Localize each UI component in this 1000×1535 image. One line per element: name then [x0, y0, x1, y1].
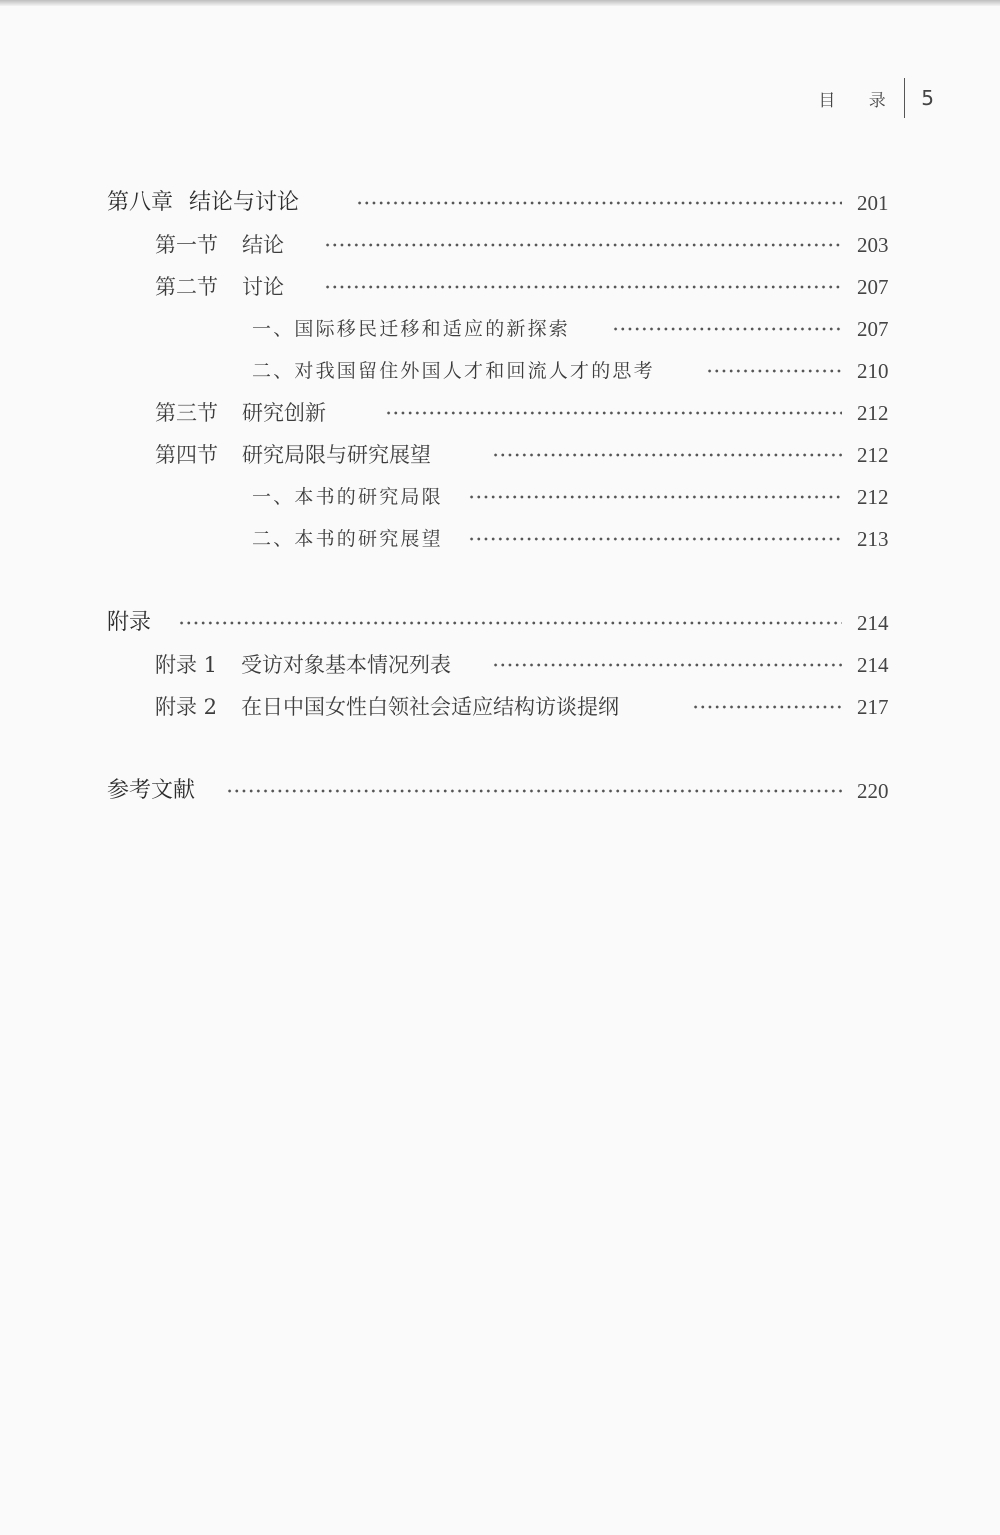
toc-page-number: 214: [857, 653, 889, 677]
section-title: 研究创新: [242, 401, 326, 425]
toc-entry-label: [155, 270, 284, 304]
appendix-title: 受访对象基本情况列表: [241, 653, 452, 677]
dot-leader: [324, 242, 842, 248]
appendix-number: 附录 2: [155, 695, 218, 719]
toc-entry-section-2[interactable]: [0, 270, 1000, 304]
toc-page-number: 212: [857, 443, 889, 467]
dot-leader: [468, 536, 842, 542]
appendix-number: 附录 1: [155, 653, 218, 677]
dot-leader: [178, 620, 842, 626]
toc-page-number: 213: [857, 527, 889, 551]
running-head-title: 目 录: [818, 90, 900, 111]
toc-entry-appendix-2[interactable]: [0, 690, 1000, 724]
toc-page-number: 210: [857, 359, 889, 383]
toc-page-number: 212: [857, 485, 889, 509]
toc-entry-label: [155, 690, 619, 724]
appendix-title: 在日中国女性白领社会适应结构访谈提纲: [241, 695, 620, 719]
toc-entry-references[interactable]: [0, 774, 1000, 808]
dot-leader: [492, 662, 842, 668]
toc-page-number: 214: [857, 611, 889, 635]
toc-page-number: 207: [857, 275, 889, 299]
running-head: [818, 78, 934, 118]
toc-entry-subsection-4-1[interactable]: [0, 480, 1000, 514]
toc-page-number: 203: [857, 233, 889, 257]
toc-page-number: 201: [857, 191, 889, 215]
toc-entry-label: [155, 396, 326, 430]
toc-entry-label: 二、本书的研究展望: [252, 528, 443, 550]
dot-leader: [385, 410, 842, 416]
toc-entry-label: 参考文献: [107, 778, 196, 803]
toc-entry-subsection-4-2[interactable]: [0, 522, 1000, 556]
dot-leader: [692, 704, 842, 710]
dot-leader: [226, 788, 842, 794]
dot-leader: [612, 326, 842, 332]
section-number: 第一节: [155, 233, 218, 257]
section-title: 讨论: [242, 275, 284, 299]
toc-entry-section-4[interactable]: [0, 438, 1000, 472]
toc-entry-label: [155, 438, 431, 472]
toc-page-number: 207: [857, 317, 889, 341]
toc-entry-subsection-2-2[interactable]: [0, 354, 1000, 388]
toc-entry-subsection-2-1[interactable]: [0, 312, 1000, 346]
section-title: 研究局限与研究展望: [242, 443, 431, 467]
running-head-page-number: 5: [921, 86, 934, 110]
toc-entry-appendix-1[interactable]: [0, 648, 1000, 682]
section-number: 第四节: [155, 443, 218, 467]
section-title: 结论: [242, 233, 284, 257]
toc-page-number: 220: [857, 779, 889, 803]
dot-leader: [468, 494, 842, 500]
toc-entry-label: 一、本书的研究局限: [252, 486, 443, 508]
running-head-divider: [904, 78, 906, 118]
section-number: 第二节: [155, 275, 218, 299]
chapter-number: 第八章: [107, 190, 174, 215]
toc-entry-chapter-8[interactable]: [0, 186, 1000, 220]
toc-entry-appendix[interactable]: [0, 606, 1000, 640]
toc-page-number: 212: [857, 401, 889, 425]
page-top-edge: [0, 0, 1000, 6]
dot-leader: [324, 284, 842, 290]
toc-entry-section-1[interactable]: [0, 228, 1000, 262]
toc-entry-label: 二、对我国留住外国人才和回流人才的思考: [252, 360, 655, 382]
toc-entry-label: 一、国际移民迁移和适应的新探索: [252, 318, 571, 340]
toc-entry-label: [155, 228, 284, 262]
dot-leader: [492, 452, 842, 458]
toc-page-number: 217: [857, 695, 889, 719]
toc-entry-section-3[interactable]: [0, 396, 1000, 430]
toc-entry-label: [107, 186, 299, 220]
chapter-title: 结论与讨论: [189, 190, 300, 215]
dot-leader: [356, 200, 842, 206]
dot-leader: [706, 368, 842, 374]
toc-entry-label: [155, 648, 451, 682]
toc-entry-label: 附录: [107, 610, 152, 635]
section-number: 第三节: [155, 401, 218, 425]
